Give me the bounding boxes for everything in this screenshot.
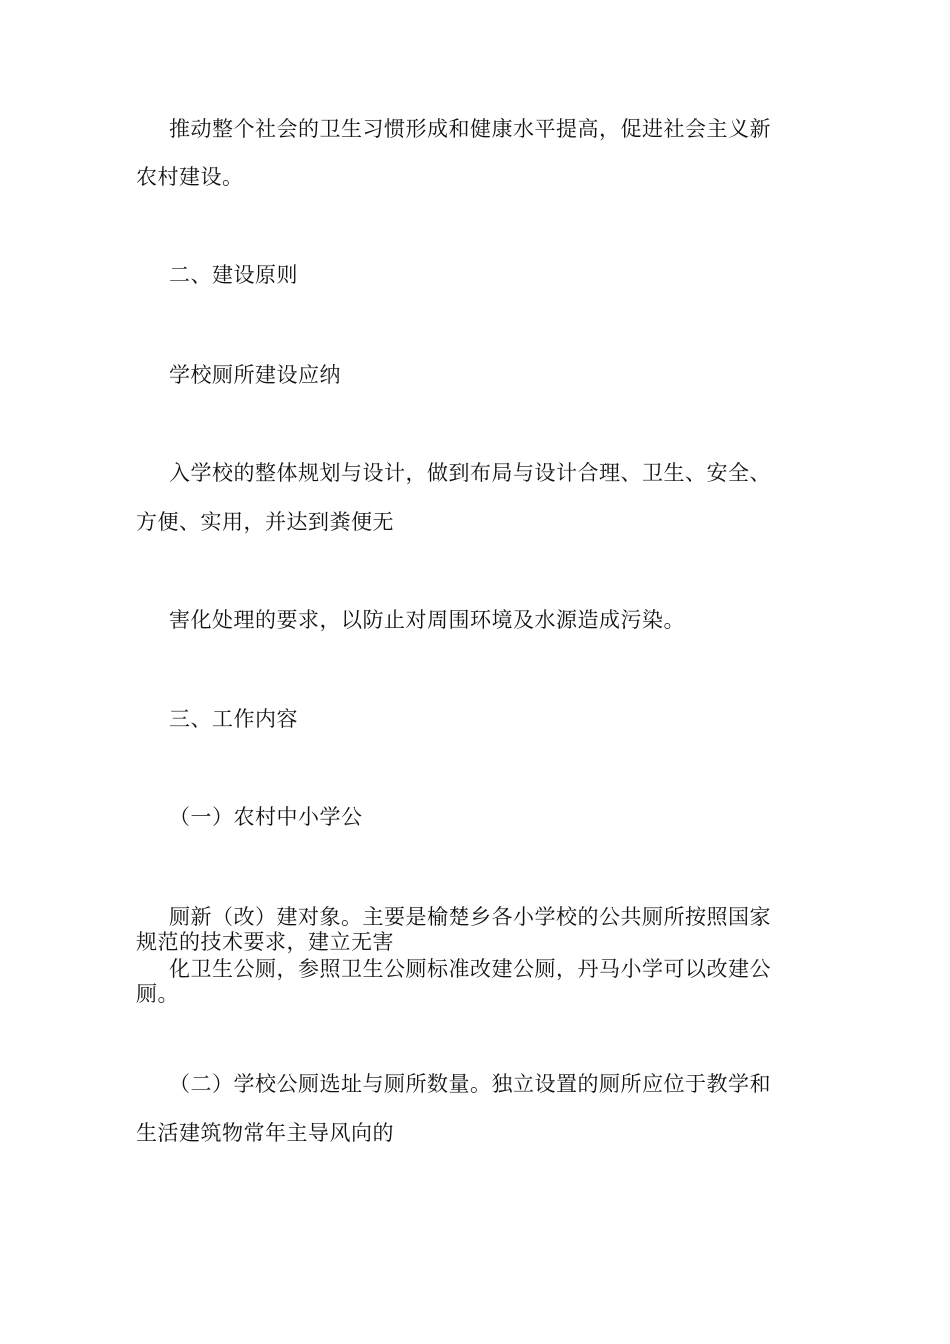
section-heading-work-content: 三、工作内容 bbox=[169, 707, 298, 731]
paragraph-4-line-2: 方便、实用，并达到粪便无 bbox=[136, 510, 394, 534]
paragraph-1-line-1: 推动整个社会的卫生习惯形成和健康水平提高，促进社会主义新 bbox=[169, 117, 771, 141]
paragraph-9-line-2: 生活建筑物常年主导风向的 bbox=[136, 1121, 394, 1145]
section-heading-principles: 二、建设原则 bbox=[169, 263, 298, 287]
paragraph-8-line-2: 规范的技术要求，建立无害 bbox=[136, 930, 394, 954]
paragraph-4-line-1: 入学校的整体规划与设计，做到布局与设计合理、卫生、安全、 bbox=[169, 461, 771, 485]
paragraph-3-line-1: 学校厕所建设应纳 bbox=[169, 363, 341, 387]
paragraph-1-line-2: 农村建设。 bbox=[136, 165, 244, 189]
paragraph-7-line-1: （一）农村中小学公 bbox=[169, 805, 363, 829]
paragraph-8-line-1: 厕新（改）建对象。主要是榆楚乡各小学校的公共厕所按照国家 bbox=[169, 905, 771, 929]
paragraph-9-line-1: （二）学校公厕选址与厕所数量。独立设置的厕所应位于教学和 bbox=[169, 1072, 771, 1096]
paragraph-5-line-1: 害化处理的要求，以防止对周围环境及水源造成污染。 bbox=[169, 608, 685, 632]
paragraph-8-line-4: 厕。 bbox=[136, 982, 179, 1006]
paragraph-8-line-3: 化卫生公厕，参照卫生公厕标准改建公厕，丹马小学可以改建公 bbox=[169, 957, 771, 981]
